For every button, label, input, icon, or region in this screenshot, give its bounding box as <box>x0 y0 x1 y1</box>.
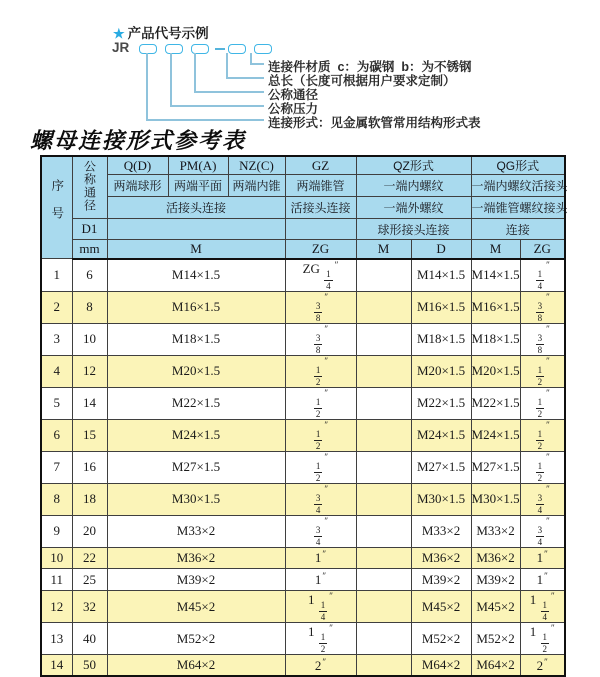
mm-header: mm <box>72 240 107 259</box>
cell-qz-m <box>356 387 411 419</box>
cell-dn: 8 <box>72 291 107 323</box>
cell-m: M22×1.5 <box>107 387 285 419</box>
code-box <box>165 44 183 54</box>
fraction: $\frac{1}{2}$ <box>320 632 326 655</box>
table-row <box>41 655 565 677</box>
cell-qg-zg: 1 $\frac{1}{2}$ ″ <box>520 623 565 655</box>
cell-seq: 13 <box>41 623 72 655</box>
inch-mark: ″ <box>546 259 550 270</box>
cell-qz-d: M64×2 <box>411 655 471 677</box>
cell-qg-zg <box>520 259 565 292</box>
qz-d-header: D <box>411 240 471 259</box>
nz-subtitle: 两端内锥 <box>228 175 285 197</box>
fraction: $\frac{3}{4}$ <box>537 524 543 547</box>
cell-qz-m <box>356 547 411 569</box>
cell-gz: ZG $\frac{1}{4}$ ″ <box>285 259 356 292</box>
cell-seq: 4 <box>41 355 72 387</box>
fraction: $\frac{1}{2}$ <box>537 428 543 451</box>
code-box <box>228 44 246 54</box>
cell-qg-zg <box>520 323 565 355</box>
qg-m-header: M <box>471 240 520 259</box>
inch-mark: ″ <box>329 623 333 634</box>
cell-qg-m: M45×2 <box>471 591 520 623</box>
col-qg-header: QG形式 <box>471 156 565 175</box>
inch-mark: ″ <box>546 387 550 398</box>
cell-qz-m <box>356 323 411 355</box>
cell-qz-d: M33×2 <box>411 515 471 547</box>
inch-mark: ″ <box>546 355 550 366</box>
fraction: $\frac{1}{2}$ <box>315 396 321 419</box>
fraction: $\frac{3}{4}$ <box>315 524 321 547</box>
cell-gz <box>285 291 356 323</box>
cell-m: M20×1.5 <box>107 355 285 387</box>
diagram-title <box>113 22 209 42</box>
d1-header: D1 <box>72 219 107 240</box>
leader-line <box>250 63 264 65</box>
cell-qz-d: M20×1.5 <box>411 355 471 387</box>
cell-qz-d: M30×1.5 <box>411 483 471 515</box>
qz-connection-2: 球形接头连接 <box>356 219 471 240</box>
star-icon: ★ <box>113 26 125 41</box>
leader-line <box>146 119 264 121</box>
leader-line <box>194 53 196 92</box>
table-row <box>41 291 565 323</box>
cell-dn: 22 <box>72 547 107 569</box>
table-row <box>41 387 565 419</box>
leader-line <box>146 53 148 120</box>
product-code-boxes <box>139 44 280 54</box>
cell-m: M18×1.5 <box>107 323 285 355</box>
inch-mark: ″ <box>324 323 329 334</box>
cell-m: M64×2 <box>107 655 285 677</box>
qg-connection-2: 连接 <box>471 219 565 240</box>
cell-qz-d: M16×1.5 <box>411 291 471 323</box>
header-row-1 <box>41 156 565 175</box>
cell-qg-zg <box>520 387 565 419</box>
cell-qg-m: M52×2 <box>471 623 520 655</box>
cell-gz: 2″ <box>285 655 356 677</box>
cell-m: M14×1.5 <box>107 259 285 292</box>
cell-seq: 7 <box>41 451 72 483</box>
cell-dn: 16 <box>72 451 107 483</box>
inch-mark: ″ <box>322 656 327 667</box>
inch-mark: ″ <box>324 291 329 302</box>
cell-gz <box>285 483 356 515</box>
col-dn-header <box>72 156 107 219</box>
cell-qg-m: M64×2 <box>471 655 520 677</box>
inch-mark: ″ <box>546 451 550 462</box>
inch-mark: ″ <box>324 419 329 430</box>
col-seq-header <box>41 156 72 259</box>
cell-dn: 32 <box>72 591 107 623</box>
col-q-header: Q(D) <box>107 156 168 175</box>
table-body <box>41 259 565 677</box>
cell-qz-d: M52×2 <box>411 623 471 655</box>
cell-qg-zg <box>520 515 565 547</box>
gz-subtitle: 两端锥管 <box>285 175 356 197</box>
col-nz-header: NZ(C) <box>228 156 285 175</box>
inch-mark: ″ <box>322 571 327 582</box>
cell-qz-d: M18×1.5 <box>411 323 471 355</box>
q-connection: 活接头连接 <box>107 197 285 219</box>
cell-gz: 1″ <box>285 569 356 591</box>
qz-m-header: M <box>356 240 411 259</box>
code-label-length: 总长（长度可根据用户要求定制） <box>268 74 456 88</box>
fraction: $\frac{1}{2}$ <box>537 396 543 419</box>
cell-gz <box>285 387 356 419</box>
fraction: $\frac{1}{2}$ <box>315 364 321 387</box>
cell-qz-m <box>356 451 411 483</box>
fraction: $\frac{3}{4}$ <box>315 492 321 515</box>
cell-dn: 40 <box>72 623 107 655</box>
cell-seq: 8 <box>41 483 72 515</box>
leader-line <box>170 53 172 106</box>
col-dn-label: 公称通径 <box>82 160 97 212</box>
qg-zg-header: ZG <box>520 240 565 259</box>
cell-qg-m: M14×1.5 <box>471 259 520 292</box>
cell-m: M16×1.5 <box>107 291 285 323</box>
cell-gz: 1 $\frac{1}{2}$ ″ <box>285 623 356 655</box>
cell-m: M33×2 <box>107 515 285 547</box>
qz-connection: 一端外螺纹 <box>356 197 471 219</box>
fraction: $\frac{3}{4}$ <box>537 492 543 515</box>
cell-gz <box>285 355 356 387</box>
cell-qz-d: M27×1.5 <box>411 451 471 483</box>
table-title: 螺母连接形式参考表 <box>30 128 247 153</box>
qz-subtitle: 一端内螺纹 <box>356 175 471 197</box>
cell-qg-m: M33×2 <box>471 515 520 547</box>
table-row <box>41 451 565 483</box>
inch-mark: ″ <box>324 387 329 398</box>
cell-qg-m: M30×1.5 <box>471 483 520 515</box>
inch-mark: ″ <box>544 549 548 560</box>
cell-qg-m: M39×2 <box>471 569 520 591</box>
table-row <box>41 515 565 547</box>
cell-qz-m <box>356 515 411 547</box>
q-subtitle: 两端球形 <box>107 175 168 197</box>
cell-dn: 18 <box>72 483 107 515</box>
cell-qg-m: M27×1.5 <box>471 451 520 483</box>
cell-m: M27×1.5 <box>107 451 285 483</box>
fraction: $\frac{1}{2}$ <box>315 428 321 451</box>
cell-qg-m: M18×1.5 <box>471 323 520 355</box>
inch-mark: ″ <box>324 451 329 462</box>
cell-gz <box>285 419 356 451</box>
fraction: $\frac{3}{8}$ <box>537 300 543 323</box>
table-header <box>41 156 568 259</box>
col-pm-header: PM(A) <box>168 156 228 175</box>
cell-qg-zg: 1 $\frac{1}{4}$ ″ <box>520 591 565 623</box>
header-row-4 <box>41 219 565 240</box>
cell-qz-m <box>356 655 411 677</box>
cell-qz-d: M39×2 <box>411 569 471 591</box>
table-row <box>41 483 565 515</box>
fraction: $\frac{3}{8}$ <box>537 332 543 355</box>
inch-mark: ″ <box>324 515 329 526</box>
cell-qz-m <box>356 623 411 655</box>
cell-seq: 10 <box>41 547 72 569</box>
inch-mark: ″ <box>322 549 327 560</box>
pm-subtitle: 两端平面 <box>168 175 228 197</box>
table-row <box>41 569 565 591</box>
cell-qz-m <box>356 291 411 323</box>
fraction: $\frac{1}{2}$ <box>537 364 543 387</box>
cell-qg-zg <box>520 355 565 387</box>
gz-connection: 活接头连接 <box>285 197 356 219</box>
cell-qg-m: M24×1.5 <box>471 419 520 451</box>
cell-qz-m <box>356 419 411 451</box>
fraction: $\frac{1}{4}$ <box>320 600 326 623</box>
product-code-prefix: JR <box>112 40 130 55</box>
code-box <box>254 44 272 54</box>
header-row-3 <box>41 197 565 219</box>
cell-m: M52×2 <box>107 623 285 655</box>
cell-qg-zg <box>520 483 565 515</box>
code-box <box>139 44 157 54</box>
cell-qg-zg: 1″ <box>520 547 565 569</box>
fraction: $\frac{1}{4}$ <box>537 268 543 291</box>
inch-mark: ″ <box>546 419 550 430</box>
table-row <box>41 547 565 569</box>
cell-seq: 11 <box>41 569 72 591</box>
cell-seq: 14 <box>41 655 72 677</box>
diagram-title-text: 产品代号示例 <box>127 26 209 41</box>
cell-gz <box>285 451 356 483</box>
cell-seq: 1 <box>41 259 72 292</box>
empty-cell <box>107 219 285 240</box>
inch-mark: ″ <box>551 623 555 634</box>
m-header: M <box>107 240 285 259</box>
col-qz-header: QZ形式 <box>356 156 471 175</box>
cell-qg-zg: 1″ <box>520 569 565 591</box>
cell-qg-zg <box>520 291 565 323</box>
cell-qg-m: M20×1.5 <box>471 355 520 387</box>
leader-line <box>194 91 264 93</box>
leader-line <box>226 77 264 79</box>
cell-qz-d: M22×1.5 <box>411 387 471 419</box>
cell-qz-d: M14×1.5 <box>411 259 471 292</box>
empty-cell <box>285 219 356 240</box>
cell-dn: 50 <box>72 655 107 677</box>
inch-mark: ″ <box>546 323 550 334</box>
cell-qz-m <box>356 355 411 387</box>
cell-dn: 6 <box>72 259 107 292</box>
table-row <box>41 323 565 355</box>
table-row <box>41 623 565 655</box>
cell-qz-d: M36×2 <box>411 547 471 569</box>
cell-seq: 3 <box>41 323 72 355</box>
table-row <box>41 355 565 387</box>
leader-line <box>226 53 228 78</box>
cell-qg-zg: 2″ <box>520 655 565 677</box>
inch-mark: ″ <box>551 591 555 602</box>
inch-mark: ″ <box>324 483 329 494</box>
cell-qz-m <box>356 483 411 515</box>
zg-header: ZG <box>285 240 356 259</box>
fraction: $\frac{1}{2}$ <box>315 460 321 483</box>
cell-dn: 20 <box>72 515 107 547</box>
cell-qz-m <box>356 591 411 623</box>
cell-seq: 12 <box>41 591 72 623</box>
cell-m: M24×1.5 <box>107 419 285 451</box>
inch-mark: ″ <box>544 571 548 582</box>
cell-m: M45×2 <box>107 591 285 623</box>
cell-seq: 9 <box>41 515 72 547</box>
qg-connection: 一端锥管螺纹接头 <box>471 197 565 219</box>
leader-line <box>170 105 264 107</box>
cell-m: M36×2 <box>107 547 285 569</box>
cell-dn: 12 <box>72 355 107 387</box>
cell-qg-m: M22×1.5 <box>471 387 520 419</box>
fraction: $\frac{1}{4}$ <box>326 268 331 291</box>
cell-qg-m: M36×2 <box>471 547 520 569</box>
cell-dn: 14 <box>72 387 107 419</box>
inch-mark: ″ <box>334 259 339 270</box>
cell-qg-zg <box>520 451 565 483</box>
fraction: $\frac{3}{8}$ <box>315 332 321 355</box>
fraction: $\frac{1}{4}$ <box>542 600 548 623</box>
code-label-pressure: 公称压力 <box>268 102 319 116</box>
table-row <box>41 259 565 292</box>
cell-dn: 25 <box>72 569 107 591</box>
inch-mark: ″ <box>546 483 550 494</box>
qg-subtitle: 一端内螺纹活接头 <box>471 175 565 197</box>
fraction: $\frac{1}{2}$ <box>542 632 548 655</box>
col-seq-label: 序号 <box>49 178 64 234</box>
cell-gz <box>285 323 356 355</box>
fraction: $\frac{3}{8}$ <box>315 300 321 323</box>
cell-dn: 15 <box>72 419 107 451</box>
cell-m: M39×2 <box>107 569 285 591</box>
code-label-material: 连接件材质 c：为碳钢 b：为不锈钢 <box>268 60 472 74</box>
code-dash <box>215 48 225 50</box>
inch-mark: ″ <box>546 291 550 302</box>
table-row <box>41 419 565 451</box>
cell-qg-m: M16×1.5 <box>471 291 520 323</box>
nut-connection-table <box>40 155 566 677</box>
cell-seq: 5 <box>41 387 72 419</box>
inch-mark: ″ <box>329 591 333 602</box>
cell-qz-d: M24×1.5 <box>411 419 471 451</box>
cell-seq: 2 <box>41 291 72 323</box>
cell-gz: 1″ <box>285 547 356 569</box>
cell-qz-d: M45×2 <box>411 591 471 623</box>
code-label-diameter: 公称通径 <box>268 88 319 102</box>
cell-m: M30×1.5 <box>107 483 285 515</box>
cell-gz <box>285 515 356 547</box>
inch-mark: ″ <box>544 656 548 667</box>
cell-qz-m <box>356 259 411 292</box>
col-gz-header: GZ <box>285 156 356 175</box>
cell-seq: 6 <box>41 419 72 451</box>
inch-mark: ″ <box>546 515 550 526</box>
fraction: $\frac{1}{2}$ <box>537 460 543 483</box>
cell-dn: 10 <box>72 323 107 355</box>
inch-mark: ″ <box>324 355 329 366</box>
cell-qz-m <box>356 569 411 591</box>
code-label-connection: 连接形式：见金属软管常用结构形式表 <box>268 116 481 130</box>
cell-qg-zg <box>520 419 565 451</box>
header-row-5 <box>41 240 565 259</box>
cell-gz: 1 $\frac{1}{4}$ ″ <box>285 591 356 623</box>
header-row-2 <box>41 175 565 197</box>
table-row <box>41 591 565 623</box>
